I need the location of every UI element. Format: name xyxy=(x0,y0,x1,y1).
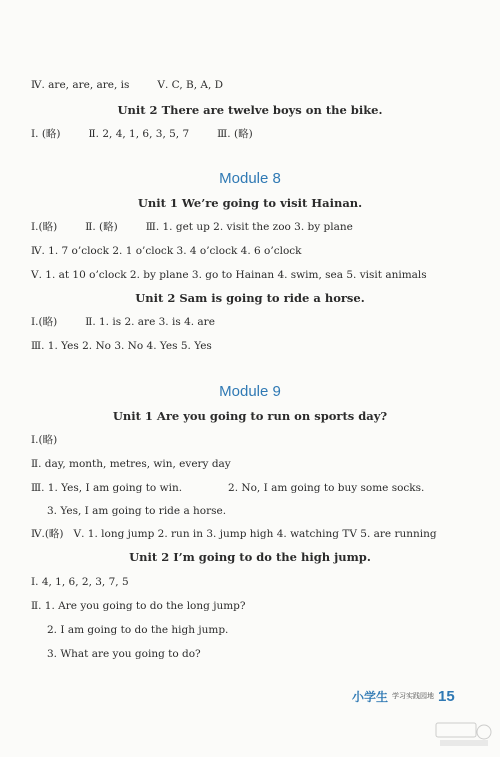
page-number: 15 xyxy=(438,687,455,705)
unit-heading: Unit 2 Sam is going to ride a horse. xyxy=(135,291,365,305)
module-heading: Module 9 xyxy=(219,383,281,400)
answer-text: Ⅰ.(略) xyxy=(31,316,58,328)
answer-line: 2. I am going to do the high jump. xyxy=(47,624,229,636)
watermark-stamp-icon xyxy=(434,720,494,750)
answer-line: 3. Yes, I am going to ride a horse. xyxy=(47,505,227,517)
answer-line xyxy=(31,220,353,234)
answer-text: Ⅳ. are, are, are, is xyxy=(31,79,130,91)
answer-line: Ⅱ. 1. Are you going to do the long jump? xyxy=(31,600,246,612)
brand-tagline: 学习实践园地 xyxy=(392,693,435,700)
answer-text: Ⅴ. 1. long jump 2. run in 3. jump high 4. watching TV 5. are running xyxy=(73,528,437,540)
answer-line: Ⅴ. 1. at 10 o’clock 2. by plane 3. go to Hainan 4. swim, sea 5. visit animals xyxy=(31,269,427,281)
unit-heading: Unit 1 We’re going to visit Hainan. xyxy=(137,196,363,210)
answer-line xyxy=(31,481,424,495)
unit-heading: Unit 2 There are twelve boys on the bike. xyxy=(117,103,383,117)
answer-line xyxy=(31,78,223,92)
answer-text: Ⅰ.(略) xyxy=(31,221,58,233)
answer-text: Ⅱ. 1. is 2. are 3. is 4. are xyxy=(85,316,215,328)
answer-text: Ⅴ. C, B, A, D xyxy=(157,79,224,91)
answer-line: 3. What are you going to do? xyxy=(47,648,201,660)
page-footer xyxy=(352,686,462,706)
answer-text: Ⅱ. 2, 4, 1, 6, 3, 5, 7 xyxy=(88,128,190,140)
answer-line: Ⅳ. 1. 7 o’clock 2. 1 o’clock 3. 4 o’clock 4. 6 o’clock xyxy=(31,245,302,257)
brand-name: 小学生 xyxy=(352,689,389,704)
answer-line: Ⅲ. 1. Yes 2. No 3. No 4. Yes 5. Yes xyxy=(31,340,212,352)
answer-line xyxy=(31,127,253,141)
answer-line: Ⅱ. day, month, metres, win, every day xyxy=(31,458,231,470)
answer-line: Ⅰ.(略) xyxy=(31,434,58,446)
unit-heading: Unit 2 I’m going to do the high jump. xyxy=(129,550,371,564)
answer-line: Ⅰ. 4, 1, 6, 2, 3, 7, 5 xyxy=(31,576,129,588)
module-heading: Module 8 xyxy=(219,170,281,187)
answer-text: Ⅲ. 1. get up 2. visit the zoo 3. by plane xyxy=(145,221,353,233)
unit-heading: Unit 1 Are you going to run on sports day? xyxy=(112,409,388,423)
answer-text: 2. No, I am going to buy some socks. xyxy=(228,482,425,494)
answer-text: Ⅰ. (略) xyxy=(31,128,61,140)
answer-line xyxy=(31,315,215,329)
answer-text: Ⅳ.(略) xyxy=(31,528,64,540)
answer-line xyxy=(31,527,437,541)
answer-text: Ⅱ. (略) xyxy=(85,221,118,233)
answer-text: Ⅲ. 1. Yes, I am going to win. xyxy=(31,482,183,494)
answer-text: Ⅲ. (略) xyxy=(217,128,253,140)
